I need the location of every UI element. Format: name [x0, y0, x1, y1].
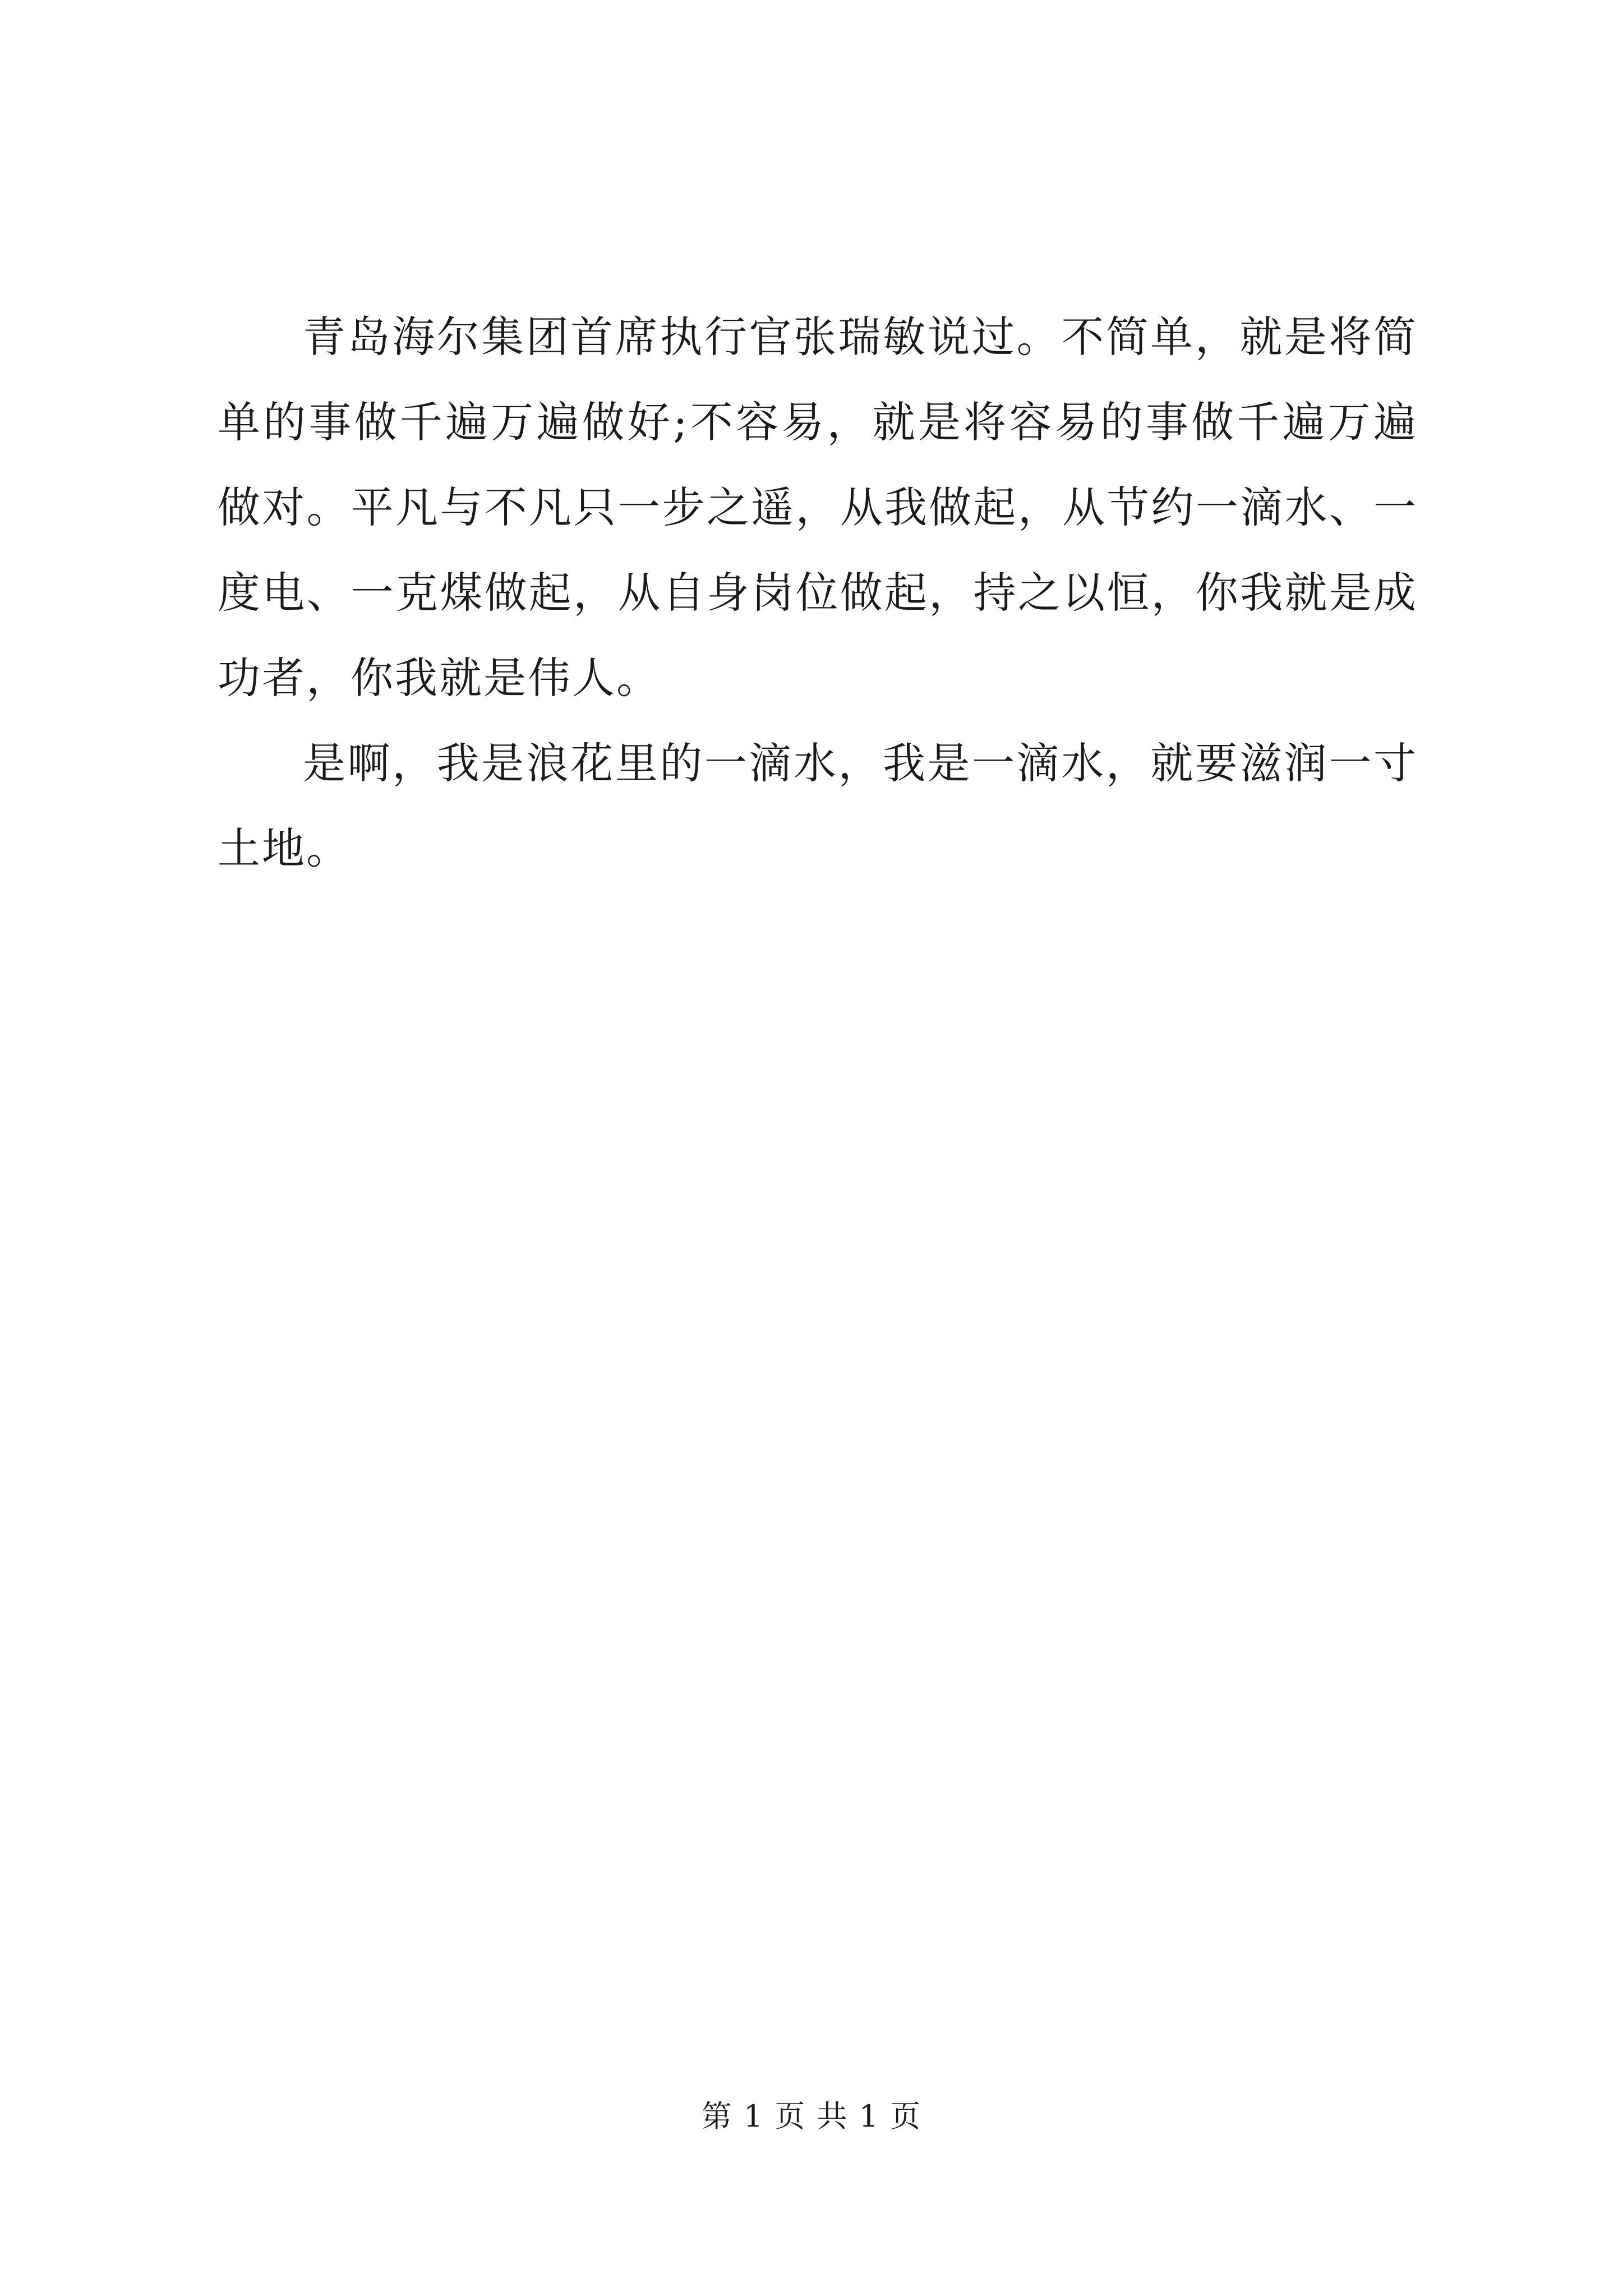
page-number-footer: 第 1 页 共 1 页 [701, 2099, 922, 2134]
paragraph-1: 青岛海尔集团首席执行官张瑞敏说过。不简单，就是将简单的事做千遍万遍做好;不容易，就是将容易的事做千遍万遍做对。平凡与不凡只一步之遥，从我做起，从节约一滴水、一度电、一克煤做起，从自身岗位做起，持之以恒，你我就是成功者，你我就是伟人。 [218, 312, 1418, 703]
document-body [218, 295, 1418, 891]
paragraph-2: 是啊，我是浪花里的一滴水，我是一滴水，就要滋润一寸土地。 [218, 738, 1418, 873]
